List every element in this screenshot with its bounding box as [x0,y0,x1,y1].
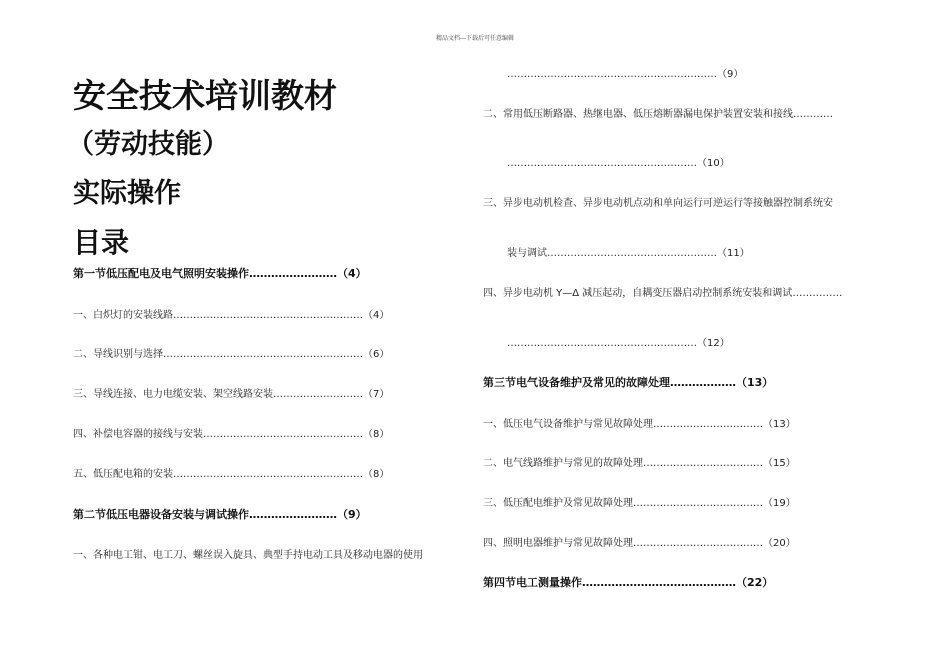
toc-page-number: （15） [763,458,796,469]
toc-entry[interactable] [483,108,833,122]
toc-page-number: （19） [763,498,796,509]
toc-leader-dots: ………… [793,109,833,120]
toc-entry-chapter-2[interactable] [73,508,367,522]
toc-leader-dots: ………………………………………………… [507,158,697,169]
toc-leader-dots: ……………………………………………………… [507,69,717,80]
toc-entry-text: 三、导线连接、电力电缆安装、架空线路安装 [73,389,273,400]
toc-entry-continuation[interactable] [507,247,750,261]
toc-leader-dots: …………………… [249,508,337,521]
document-title: 安全技术培训教材 [73,76,337,115]
toc-page-number: （13） [736,376,774,389]
toc-entry-text: 第三节电气设备维护及常见的故障处理 [483,376,670,389]
toc-page-number: （7） [363,389,390,400]
toc-entry[interactable] [483,287,842,301]
toc-entry-text: 四、照明电器维护与常见故障处理 [483,538,633,549]
toc-entry-text: 一、低压电气设备维护与常见故障处理 [483,419,653,430]
toc-leader-dots: ………………………………………………… [173,310,363,321]
toc-leader-dots: ………………………………………………… [507,338,697,349]
toc-entry-text: 一、各种电工钳、电工刀、螺丝误入旋具、典型手持电动工具及移动电器的使用 [73,550,423,561]
toc-entry[interactable] [73,428,389,442]
toc-leader-dots: …………… [792,288,843,299]
toc-entry[interactable] [73,388,389,402]
toc-heading: 目录 [73,226,130,259]
toc-entry-chapter-4[interactable] [483,576,773,590]
toc-page-number: （4） [337,267,367,280]
toc-entry-text: 第四节电工测量操作 [483,576,582,589]
toc-entry-text: 第二节低压电器设备安装与调试操作 [73,508,249,521]
toc-leader-dots: ……………………………… [643,458,763,469]
toc-page-number: （10） [697,158,730,169]
toc-leader-dots: ………………………………………… [203,429,363,440]
toc-entry-text: 二、常用低压断路器、热继电器、低压熔断器漏电保护装置安装和接线 [483,109,793,120]
toc-entry-text: 装与调试 [507,248,547,259]
document-subtitle: （劳动技能） [67,129,229,160]
toc-entry[interactable] [483,197,833,211]
toc-page-number: （9） [717,69,744,80]
toc-entry-text: 四、异步电动机 Y—Δ 减压起动，自耦变压器启动控制系统安装和调试 [483,288,793,299]
toc-entry-continuation[interactable] [507,68,743,82]
toc-entry-text: 一、白炽灯的安装线路 [73,310,173,321]
toc-entry-text: 二、导线识别与选择 [73,349,163,360]
toc-entry-text: 三、异步电动机检查、异步电动机点动和单向运行可逆运行等接触器控制系统安 [483,198,833,209]
toc-page-number: （4） [363,310,390,321]
toc-entry-text: 第一节低压配电及电气照明安装操作 [73,267,249,280]
toc-leader-dots: …………………………………… [582,576,736,589]
toc-leader-dots: ……………… [670,376,736,389]
toc-entry[interactable] [73,549,423,563]
toc-entry[interactable] [483,497,796,511]
page-header-note: 精品文档---下载后可任意编辑 [435,35,515,42]
toc-leader-dots: ………………………………………………… [173,469,363,480]
toc-entry-text: 五、低压配电箱的安装 [73,469,173,480]
toc-page-number: （20） [763,538,796,549]
toc-entry-chapter-3[interactable] [483,376,773,390]
toc-leader-dots: ……………………… [273,389,363,400]
toc-entry-text: 二、电气线路维护与常见的故障处理 [483,458,643,469]
toc-entry-text: 三、低压配电维护及常见故障处理 [483,498,633,509]
toc-entry[interactable] [73,468,389,482]
toc-leader-dots: ………………………………… [633,538,763,549]
toc-leader-dots: …………………… [249,267,337,280]
toc-page-number: （8） [363,469,390,480]
toc-entry[interactable] [73,348,389,362]
toc-page-number: （22） [736,576,774,589]
toc-leader-dots: …………………………………………………… [163,349,363,360]
toc-entry-continuation[interactable] [507,157,730,171]
toc-leader-dots: …………………………………………… [547,248,717,259]
toc-entry[interactable] [483,537,796,551]
toc-entry[interactable] [483,457,796,471]
toc-page-number: （12） [697,338,730,349]
toc-page-number: （13） [763,419,796,430]
toc-entry-continuation[interactable] [507,337,730,351]
toc-entry[interactable] [483,418,796,432]
toc-entry-text: 四、补偿电容器的接线与安装 [73,429,203,440]
toc-page-number: （9） [337,508,367,521]
toc-entry-chapter-1[interactable] [73,267,367,281]
toc-entry[interactable] [73,309,389,323]
toc-leader-dots: …………………………… [653,419,763,430]
section-title: 实际操作 [73,178,181,209]
toc-page-number: （11） [717,248,750,259]
toc-page-number: （8） [363,429,390,440]
toc-leader-dots: ………………………………… [633,498,763,509]
toc-page-number: （6） [363,349,390,360]
